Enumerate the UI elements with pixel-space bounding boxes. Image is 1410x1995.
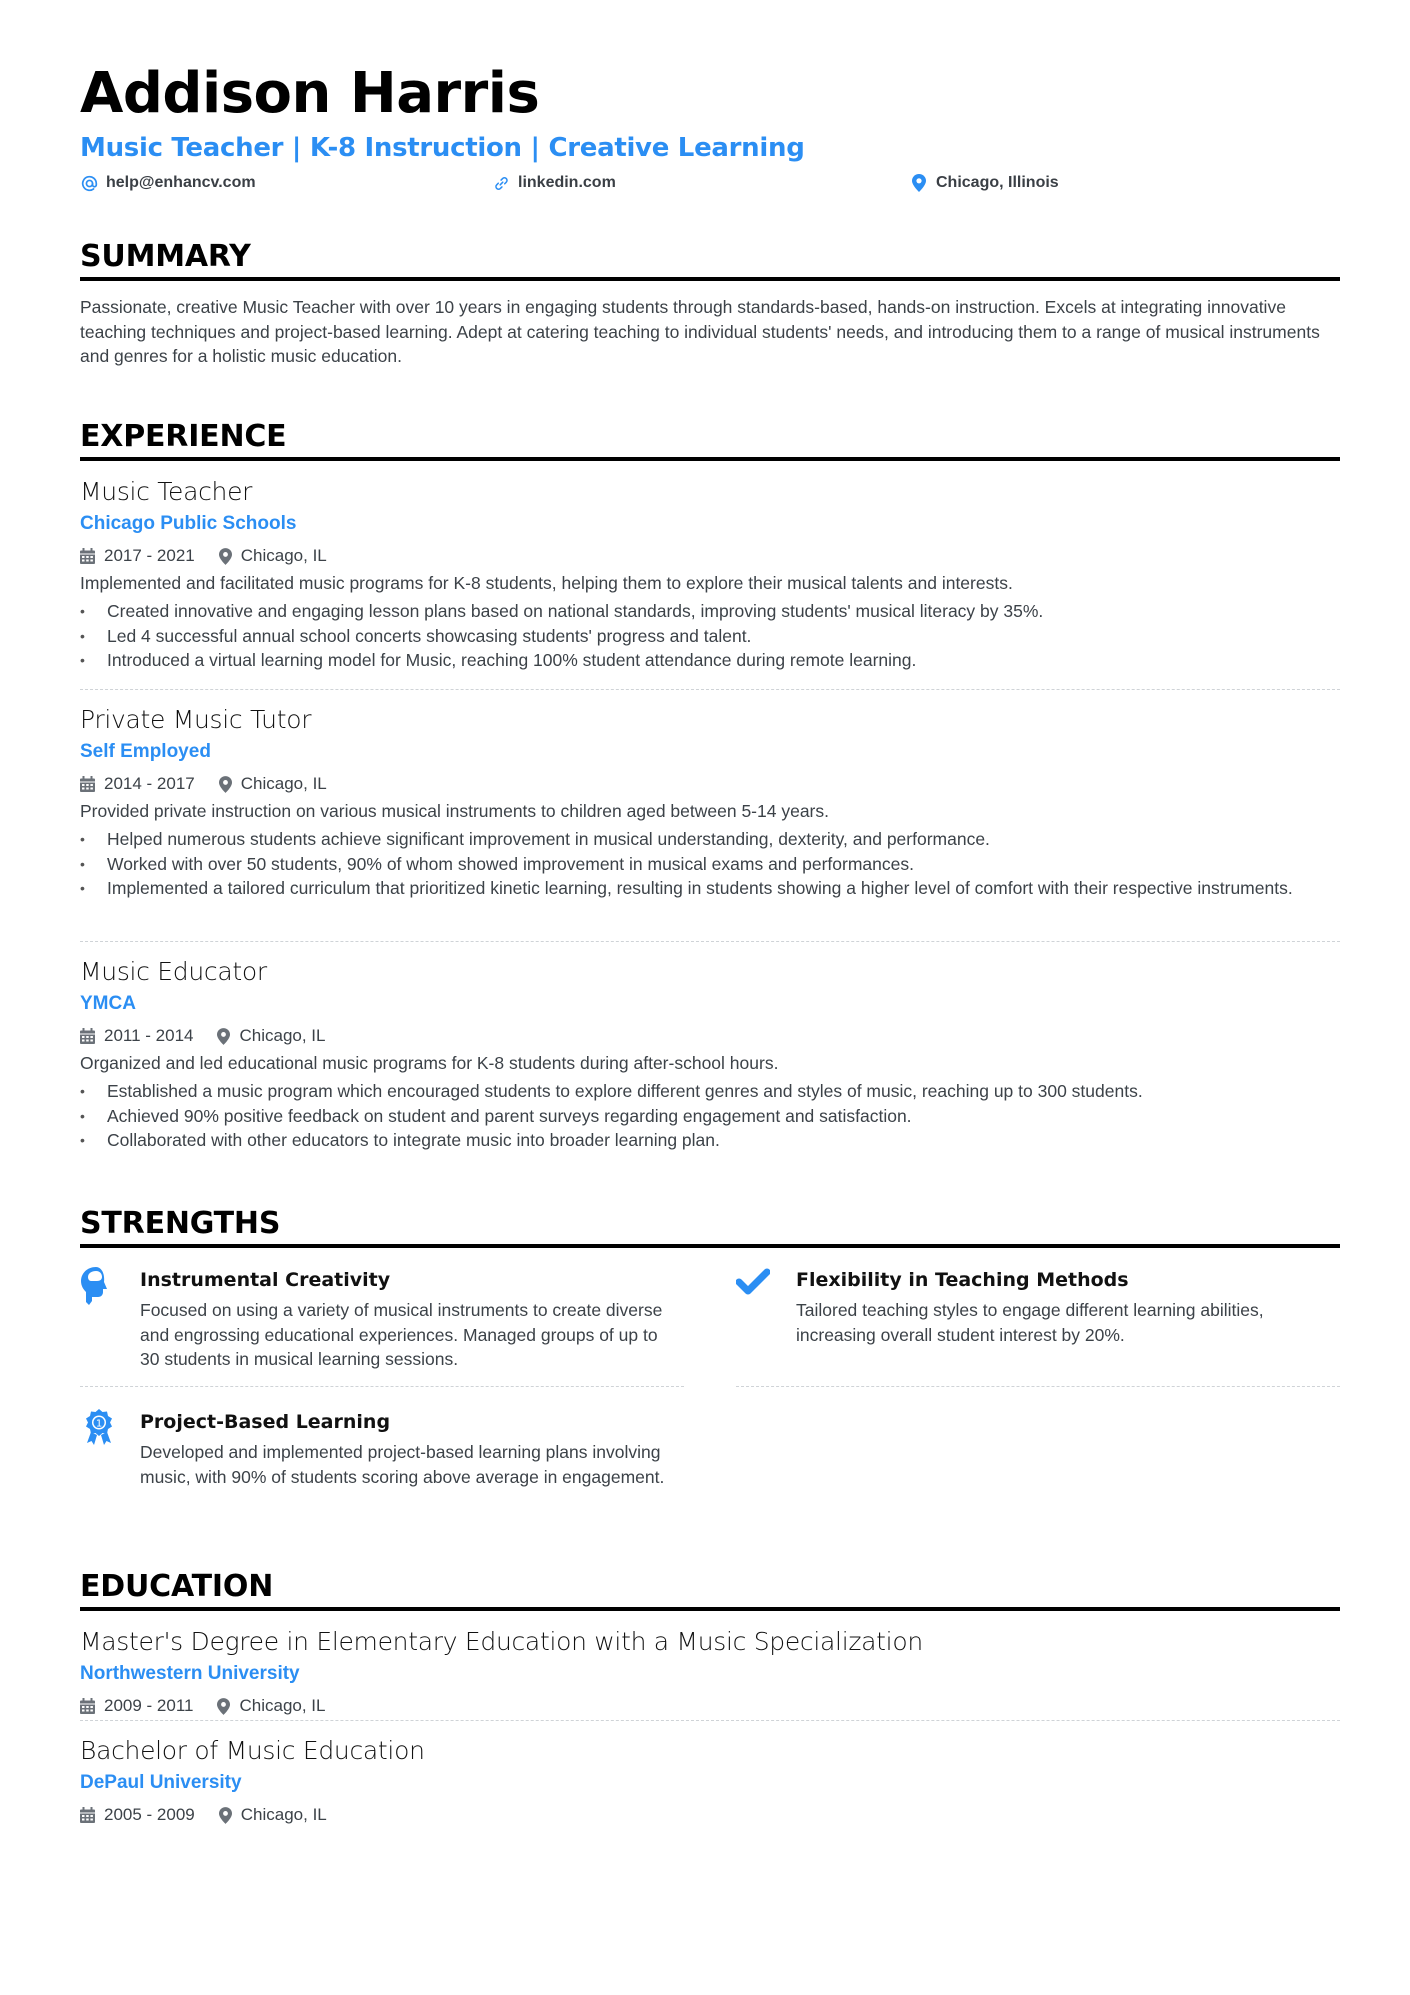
bullet-item: • Led 4 successful annual school concerts showcasing students' progress and talent. (80, 624, 1340, 649)
job-location: Chicago, IL (240, 774, 327, 793)
strength-description: Developed and implemented project-based learning plans involving music, with 90% of students scoring above average in engagement. (140, 1442, 665, 1487)
job-location: Chicago, IL (239, 1026, 326, 1045)
calendar-icon (80, 548, 95, 564)
candidate-headline: Music Teacher | K-8 Instruction | Creative Learning (80, 133, 805, 163)
bullet-item: • Established a music program which encouraged students to explore different genres and styles of music, reaching up to 300 students. (80, 1079, 1340, 1104)
link-icon (492, 174, 510, 192)
strength-item (80, 1408, 680, 1518)
education-heading: EDUCATION (80, 1569, 274, 1604)
summary-heading: SUMMARY (80, 239, 251, 274)
job-bullets (80, 1079, 1340, 1153)
strength-description: Focused on using a variety of musical instruments to create diverse and engrossing educational experiences. Managed groups of up to 30 students in musical learning sessions. (140, 1300, 663, 1369)
bullet-item: • Introduced a virtual learning model for Music, reaching 100% student attendance during remote learning. (80, 648, 1340, 673)
school-name[interactable]: Northwestern University (80, 1663, 300, 1684)
location-pin-icon (217, 1698, 230, 1715)
summary-rule (80, 277, 1340, 281)
svg-text:1: 1 (95, 1418, 103, 1430)
candidate-name: Addison Harris (80, 61, 540, 126)
education-meta (80, 1691, 1340, 1721)
bullet-item: • Created innovative and engaging lesson plans based on national standards, improving students' musical literacy by 35%. (80, 599, 1340, 624)
degree-title: Bachelor of Music Education (80, 1736, 425, 1765)
contact-linkedin-text: linkedin.com (518, 174, 616, 191)
experience-entry (80, 475, 1340, 673)
job-dates: 2011 - 2014 (104, 1026, 194, 1045)
bullet-item: • Helped numerous students achieve significant improvement in musical understanding, dexterity, and performance. (80, 827, 1340, 852)
head-brain-icon (80, 1266, 116, 1306)
education-location: Chicago, IL (239, 1696, 326, 1715)
education-rule (80, 1607, 1340, 1611)
job-title: Private Music Tutor (80, 705, 312, 734)
education-meta (80, 1800, 1340, 1830)
bullet-item: • Implemented a tailored curriculum that prioritized kinetic learning, resulting in students showing a higher level of comfort with their respective instruments. (80, 876, 1340, 901)
job-bullets (80, 827, 1340, 901)
contact-email[interactable] (80, 171, 256, 195)
job-bullets (80, 599, 1340, 673)
summary-text: Passionate, creative Music Teacher with over 10 years in engaging students through standards-based, hands-on instruction. Excels at integrating innovative teaching techniques and project-based learning. Adept at catering teaching to individual students' needs, and introducing them to a range of musical instruments and genres for a holistic music education. (80, 297, 1320, 366)
checkmark-icon (736, 1266, 772, 1306)
strengths-rule (80, 1244, 1340, 1248)
strength-description: Tailored teaching styles to engage different learning abilities, increasing overall student interest by 20%. (796, 1300, 1264, 1345)
job-title: Music Educator (80, 957, 267, 986)
strength-divider (736, 1386, 1340, 1387)
contact-linkedin[interactable] (492, 171, 616, 195)
contact-location-text: Chicago, Illinois (936, 174, 1059, 191)
award-ribbon-icon (80, 1408, 116, 1448)
education-entry (80, 1625, 1340, 1721)
contact-location (910, 171, 1059, 195)
calendar-icon (80, 776, 95, 792)
employer-name[interactable]: Self Employed (80, 741, 211, 762)
education-dates: 2005 - 2009 (104, 1805, 195, 1824)
school-name[interactable]: DePaul University (80, 1772, 242, 1793)
entry-divider (80, 1720, 1340, 1721)
job-location: Chicago, IL (240, 546, 327, 565)
bullet-item: • Collaborated with other educators to integrate music into broader learning plan. (80, 1128, 1340, 1153)
strength-item (80, 1266, 680, 1376)
location-pin-icon (219, 1807, 232, 1824)
strength-title: Instrumental Creativity (140, 1269, 391, 1291)
entry-divider (80, 941, 1340, 942)
contact-row (80, 171, 1340, 195)
bullet-item: • Achieved 90% positive feedback on student and parent surveys regarding engagement and satisfaction. (80, 1104, 1340, 1129)
calendar-icon (80, 1028, 95, 1044)
strength-item (736, 1266, 1340, 1376)
job-description: Organized and led educational music programs for K-8 students during after-school hours. (80, 1053, 779, 1073)
job-description: Provided private instruction on various musical instruments to children aged between 5-14 years. (80, 801, 829, 821)
degree-title: Master's Degree in Elementary Education with a Music Specialization (80, 1627, 923, 1656)
bullet-item: • Worked with over 50 students, 90% of whom showed improvement in musical exams and performances. (80, 852, 1340, 877)
experience-entry (80, 955, 1340, 1153)
employer-name[interactable]: YMCA (80, 993, 136, 1014)
education-entry (80, 1734, 1340, 1830)
job-dates: 2014 - 2017 (104, 774, 195, 793)
job-dates: 2017 - 2021 (104, 546, 195, 565)
job-meta (80, 1021, 1340, 1051)
calendar-icon (80, 1698, 95, 1714)
job-meta (80, 541, 1340, 571)
strength-divider (80, 1386, 684, 1387)
education-location: Chicago, IL (240, 1805, 327, 1824)
location-pin-icon (217, 1028, 230, 1045)
contact-email-text: help@enhancv.com (106, 174, 256, 191)
strength-title: Project-Based Learning (140, 1411, 391, 1433)
experience-entry (80, 703, 1340, 901)
location-pin-icon (219, 776, 232, 793)
experience-rule (80, 457, 1340, 461)
strength-title: Flexibility in Teaching Methods (796, 1269, 1129, 1291)
calendar-icon (80, 1807, 95, 1823)
experience-heading: EXPERIENCE (80, 419, 287, 454)
employer-name[interactable]: Chicago Public Schools (80, 513, 297, 534)
education-dates: 2009 - 2011 (104, 1696, 194, 1715)
location-pin-icon (219, 548, 232, 565)
job-meta (80, 769, 1340, 799)
strengths-heading: STRENGTHS (80, 1206, 281, 1241)
entry-divider (80, 689, 1340, 690)
at-icon (80, 174, 98, 192)
job-title: Music Teacher (80, 477, 253, 506)
job-description: Implemented and facilitated music programs for K-8 students, helping them to explore their musical talents and interests. (80, 573, 1013, 593)
location-pin-icon (910, 174, 928, 192)
